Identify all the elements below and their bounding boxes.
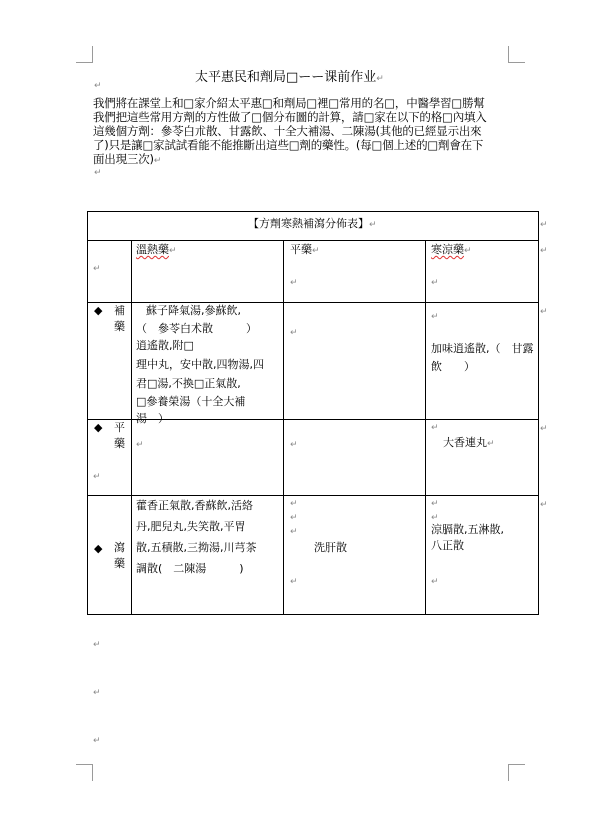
paragraph-mark: ↵	[431, 312, 439, 322]
paragraph-mark: ↵	[93, 472, 101, 482]
paragraph-mark: ↵	[153, 156, 162, 166]
cell-line: 理中丸，安中散,四物湯,四	[136, 357, 264, 371]
page-corner-bottom-right	[508, 764, 525, 781]
column-header-neutral[interactable]	[290, 241, 320, 261]
paragraph-mark: ↵	[290, 440, 298, 450]
paragraph-mark: ↵	[290, 278, 298, 288]
paragraph-mark: ↵	[290, 513, 298, 523]
cell-neutral-cold[interactable]	[443, 434, 495, 454]
paragraph-mark: ↵	[487, 439, 495, 449]
paragraph-mark: ↵	[290, 577, 298, 587]
paragraph-mark: ↵	[369, 220, 377, 230]
cell-line: 洗肝散	[314, 541, 347, 554]
paragraph-mark: ↵	[431, 423, 439, 433]
column-header-warm-text: 溫熱藥	[136, 243, 169, 256]
diamond-bullet-icon: ◆	[94, 304, 103, 317]
cell-line: 加味逍遙散,（ 甘露	[431, 342, 534, 355]
paragraph-mark: ↵	[290, 527, 298, 537]
row-label-tonify-text: 補藥	[114, 304, 125, 333]
cell-line: 散,五積散,三拗湯,川芎茶	[136, 541, 257, 554]
row-label-tonify[interactable]	[114, 303, 126, 335]
table-rule	[425, 240, 426, 614]
table-title[interactable]	[248, 215, 377, 235]
cell-line: 湯 ）	[136, 412, 169, 425]
document-title-text: 太平惠民和劑局□ーー课前作业	[195, 70, 377, 85]
cell-line: 飲 ）	[431, 359, 475, 373]
row-label-purge[interactable]	[114, 540, 126, 572]
paragraph-mark: ↵	[431, 499, 439, 509]
intro-line-1[interactable]: 我們將在課堂上和□家介紹太平惠□和劑局□裡□常用的名□，中醫學習□勝幫	[93, 96, 485, 110]
column-header-cold-text: 寒涼藥	[431, 243, 464, 256]
diamond-bullet-icon: ◆	[94, 421, 103, 434]
document-title[interactable]	[195, 66, 384, 85]
diamond-bullet-icon: ◆	[94, 542, 103, 555]
cell-line: 蘇子降氣湯,參蘇飲,	[146, 304, 241, 317]
paragraph-mark: ↵	[376, 74, 384, 84]
cell-line: 調散( 二陳湯 )	[136, 562, 244, 575]
intro-line-5[interactable]	[93, 152, 161, 168]
table-rule	[283, 240, 284, 614]
cell-line: 八正散	[431, 539, 464, 552]
column-header-neutral-text: 平藥	[290, 243, 312, 256]
intro-line-4[interactable]: 了)只是讓□家試試看能不能推斷出這些□劑的藥性。(每□個上述的□劑會在下	[93, 138, 484, 152]
column-header-cold[interactable]	[431, 241, 472, 261]
intro-line-2[interactable]: 我們把這些常用方劑的方性做了□個分布圖的計算，請□家在以下的格□內填入	[93, 110, 487, 124]
paragraph-mark: ↵	[431, 513, 439, 523]
cell-tonify-cold[interactable]	[431, 340, 534, 375]
cell-line: □參養榮湯（十全大補	[136, 394, 246, 408]
paragraph-mark: ↵	[540, 424, 548, 434]
paragraph-mark: ↵	[94, 168, 102, 178]
paragraph-mark: ↵	[290, 499, 298, 509]
paragraph-mark: ↵	[431, 577, 439, 587]
cell-line: 涼膈散,五淋散,	[431, 523, 504, 536]
paragraph-mark: ↵	[93, 264, 101, 274]
row-label-neutral-text: 平藥	[114, 421, 125, 450]
table-title-text: 【方劑寒熱補瀉分佈表】	[248, 217, 369, 230]
page-corner-top-left	[76, 46, 93, 63]
row-label-neutral[interactable]	[114, 420, 126, 452]
distribution-table	[87, 211, 539, 615]
paragraph-mark: ↵	[464, 246, 472, 256]
table-rule	[131, 240, 132, 614]
paragraph-mark: ↵	[93, 640, 101, 650]
cell-line: 逍遙散,附□	[136, 339, 194, 352]
column-header-warm[interactable]	[136, 241, 177, 261]
cell-line: （ 參苓白术散 ）	[136, 321, 257, 335]
cell-tonify-warm[interactable]	[136, 302, 264, 428]
paragraph-mark: ↵	[136, 440, 144, 450]
paragraph-mark: ↵	[540, 220, 548, 230]
paragraph-mark: ↵	[540, 246, 548, 256]
paragraph-mark: ↵	[93, 688, 101, 698]
paragraph-mark: ↵	[93, 736, 101, 746]
paragraph-mark: ↵	[312, 246, 320, 256]
cell-purge-warm[interactable]	[136, 495, 257, 579]
paragraph-mark: ↵	[290, 328, 298, 338]
paragraph-mark: ↵	[169, 246, 177, 256]
paragraph-mark: ↵	[431, 278, 439, 288]
page-corner-bottom-left	[76, 764, 93, 781]
cell-line: 丹,肥兒丸,失笑散,平胃	[136, 520, 246, 533]
row-label-purge-text: 瀉藥	[114, 541, 125, 570]
cell-line: 君□湯,不換□正氣散,	[136, 376, 241, 390]
paragraph-mark: ↵	[540, 307, 548, 317]
cell-line: 大香連丸	[443, 436, 487, 449]
cell-purge-cold[interactable]	[431, 522, 504, 554]
cell-purge-neutral[interactable]	[314, 539, 347, 557]
page-corner-top-right	[508, 46, 525, 63]
paragraph-mark: ↵	[94, 81, 102, 91]
intro-line-3[interactable]: 這幾個方劑：參苓白朮散、甘露飲、十全大補湯、二陳湯(其他的已經显示出來	[93, 124, 482, 138]
cell-line: 藿香正氣散,香蘇飲,活絡	[136, 499, 253, 512]
paragraph-mark: ↵	[540, 500, 548, 510]
intro-line-5-text: 面出現三次)	[93, 152, 154, 166]
